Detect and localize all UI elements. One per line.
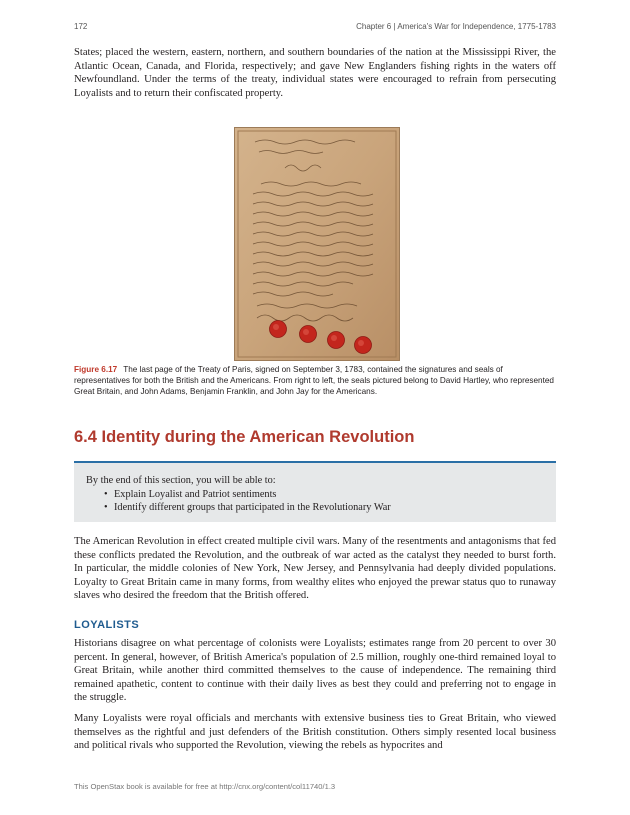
figure-label: Figure 6.17 — [74, 365, 118, 374]
bullet-icon: • — [104, 489, 108, 500]
page-header — [74, 22, 556, 31]
page-footer: This OpenStax book is available for free at http://cnx.org/content/col11740/1.3 — [74, 782, 336, 791]
loyalists-heading: LOYALISTS — [74, 619, 140, 631]
revolution-paragraph: The American Revolution in effect created multiple civil wars. Many of the resentments and antagonisms that fed these conflicts predated the Revolution, and the outbreak of war acted as the catalyst they needed to burst forth. In particular, the middle colonies of New York, New Jersey, and Pennsylvania had deeply divided populations. Loyalty to Great Britain came in many forms, from wealthy elites who enjoyed the prewar status quo to runaway slaves who desired the freedom that the British offered. — [74, 536, 556, 602]
objective-item: • Explain Loyalist and Patriot sentiments — [104, 489, 277, 500]
bullet-icon: • — [104, 502, 108, 514]
loyalists-paragraph-2: Many Loyalists were royal officials and merchants with extensive business ties to Great Britain, who viewed themselves as the rightful and just defenders of the British constitution. Others simply resented local business and political rivals who supported the Revolution, viewing the rebels as hypocrites and — [74, 713, 556, 752]
treaty-of-paris-image — [234, 127, 400, 361]
objective-item: • Identify different groups that participated in the Revolutionary War — [104, 502, 391, 514]
loyalists-paragraph-1: Historians disagree on what percentage of colonists were Loyalists; estimates range from 20 percent to over 30 percent. In general, however, of British America's population of 2.5 million, roughly one-third remained loyal to Great Britain, while another third committed themselves to the cause of independence. The remaining third remained apathetic, content to continue with their daily lives as best they could and preferring not to engage in the struggle. — [74, 638, 556, 704]
intro-paragraph: States; placed the western, eastern, northern, and southern boundaries of the nation at the Mississippi River, the Atlantic Ocean, Canada, and Florida, respectively; and gave New Englanders fishing rights in the waters off Newfoundland. Under the terms of the treaty, individual states were encouraged to refrain from persecuting Loyalists and to return their confiscated property. — [74, 47, 556, 99]
learning-objectives-box — [74, 461, 556, 522]
objectives-intro: By the end of this section, you will be able to: — [86, 475, 276, 486]
figure-caption-text: The last page of the Treaty of Paris, signed on September 3, 1783, contained the signatures and seals of representatives for both the British and the Americans. From right to left, the seals pictured belong to David Hartley, who represented Great Britain, and John Adams, Benjamin Franklin, and John Jay for the Americans. — [74, 365, 554, 396]
objectives-list — [104, 488, 391, 515]
figure-caption — [74, 364, 556, 397]
treaty-document-illustration — [235, 128, 399, 360]
page-number: 172 — [74, 22, 88, 31]
chapter-title: Chapter 6 | America's War for Independence, 1775-1783 — [356, 22, 556, 31]
section-title: 6.4 Identity during the American Revolution — [74, 428, 415, 446]
